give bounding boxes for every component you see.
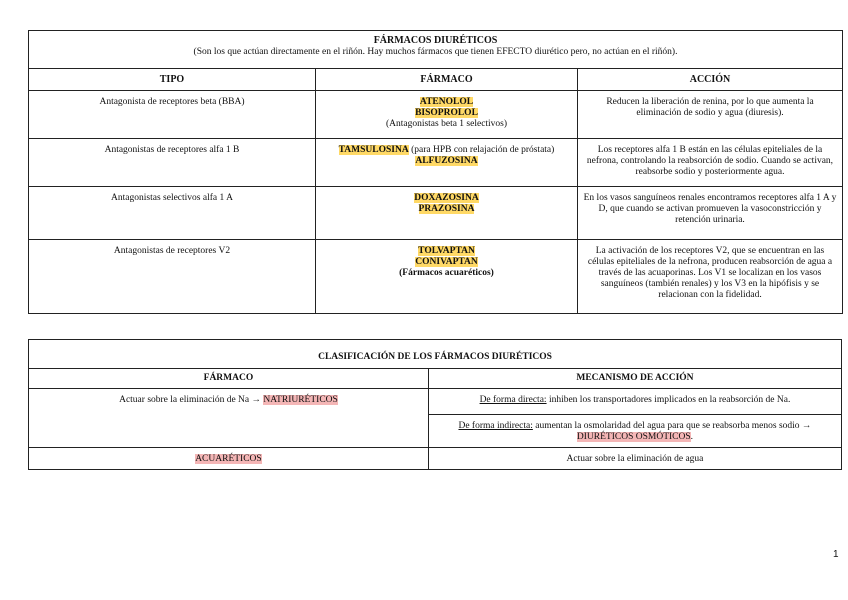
drug-name: ATENOLOL [419,97,474,107]
tipo-cell: Antagonistas selectivos alfa 1 A [29,187,316,240]
accion-cell: Los receptores alfa 1 B están en las células epiteliales de la nefrona, controlando la reabsorción de sodio. Cuando se activan, reabsorbe sodio y posteriormente agua. [578,139,843,187]
farmaco-cell [29,389,429,448]
mech-text: aumentan la osmolaridad del agua para que se reabsorba menos sodio → [532,421,812,431]
table-row [29,139,843,187]
diuretics-table [28,30,843,314]
table-row [29,91,843,139]
table-row [29,389,842,415]
header-farmaco: FÁRMACO [29,369,429,389]
mecanismo-cell: Actuar sobre la eliminación de agua [428,448,841,470]
table1-title-cell [29,31,843,69]
natriureticos-label: NATRIURÉTICOS [263,395,338,405]
accion-cell: La activación de los receptores V2, que se encuentran en las células epiteliales de la nefrona, producen reabsorción de agua a través de las acuaporinas. Los V1 se localizan en los vasos sanguíneos (también renales) y los V3 en la hipófisis y se relacionan con la fidelidad. [578,240,843,314]
tipo-cell: Antagonistas de receptores V2 [29,240,316,314]
diureticos-osmoticos-label: DIURÉTICOS OSMÓTICOS [576,432,691,442]
tipo-cell: Antagonistas de receptores alfa 1 B [29,139,316,187]
table1-title: FÁRMACOS DIURÉTICOS [373,35,498,46]
drug-name: PRAZOSINA [418,204,475,214]
farmaco-cell [316,91,578,139]
drug-name: TOLVAPTAN [418,246,475,256]
mech-label: De forma indirecta: [458,421,533,431]
mecanismo-cell [428,415,841,448]
header-tipo: TIPO [29,69,316,91]
farmaco-cell [316,240,578,314]
farmaco-cell [29,448,429,470]
table2-title: CLASIFICACIÓN DE LOS FÁRMACOS DIURÉTICOS [29,340,842,369]
drug-name: DOXAZOSINA [414,193,479,203]
table1-subtitle: (Son los que actúan directamente en el riñón. Hay muchos fármacos que tienen EFECTO diurético pero, no actúan en el riñón). [193,47,678,57]
table-row [29,187,843,240]
page-number: 1 [833,549,839,560]
accion-cell: Reducen la liberación de renina, por lo que aumenta la eliminación de sodio y agua (diuresis). [578,91,843,139]
header-farmaco: FÁRMACO [316,69,578,91]
mech-text-end: . [690,432,694,442]
drug-note: (Fármacos acuaréticos) [399,268,494,278]
drug-note: (Antagonistas beta 1 selectivos) [385,119,508,129]
mech-text: inhiben los transportadores implicados en la reabsorción de Na. [546,395,791,405]
classification-table [28,339,842,470]
row-text: Actuar sobre la eliminación de Na → [119,395,264,405]
drug-name: CONIVAPTAN [415,257,478,267]
header-mecanismo: MECANISMO DE ACCIÓN [428,369,841,389]
farmaco-cell [316,187,578,240]
drug-name: BISOPROLOL [415,108,478,118]
mecanismo-cell [428,389,841,415]
mech-label: De forma directa: [479,395,547,405]
tipo-cell: Antagonista de receptores beta (BBA) [29,91,316,139]
accion-cell: En los vasos sanguíneos renales encontramos receptores alfa 1 A y D, que cuando se activan promueven la vasoconstricción y retención urinaria. [578,187,843,240]
farmaco-cell [316,139,578,187]
acuareticos-label: ACUARÉTICOS [195,454,262,464]
table-row [29,448,842,470]
drug-name: TAMSULOSINA [338,145,409,155]
drug-name: ALFUZOSINA [415,156,478,166]
header-accion: ACCIÓN [578,69,843,91]
drug-note: (para HPB con relajación de próstata) [408,145,555,155]
table-row [29,240,843,314]
